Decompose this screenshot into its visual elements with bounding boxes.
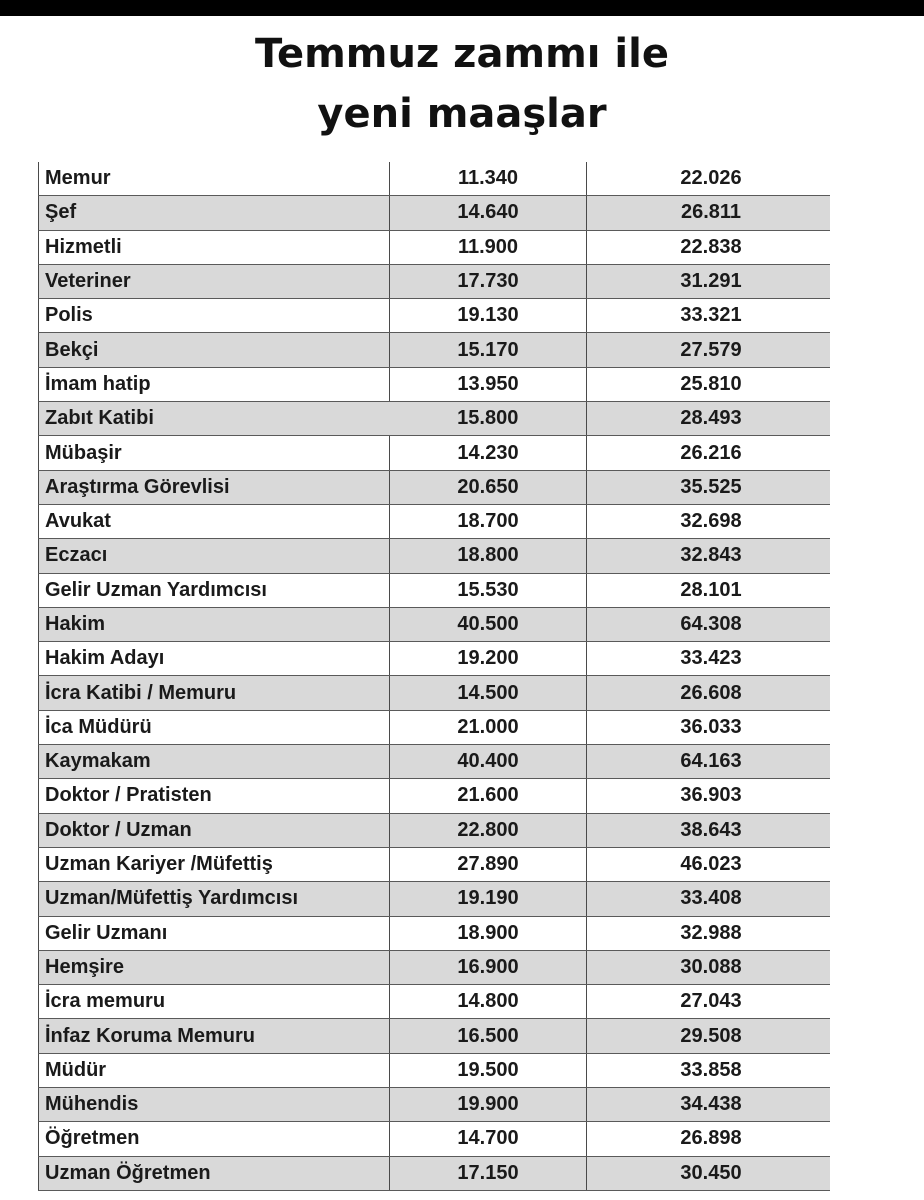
job-title-cell: Hizmetli	[39, 230, 390, 264]
new-salary-cell: 31.291	[587, 264, 831, 298]
new-salary-cell: 28.493	[587, 402, 831, 436]
new-salary-cell: 27.043	[587, 985, 831, 1019]
table-row	[39, 1088, 831, 1122]
table-row	[39, 1053, 831, 1087]
table-row	[39, 1122, 831, 1156]
old-salary-cell: 15.800	[390, 402, 587, 436]
old-salary-cell: 19.200	[390, 642, 587, 676]
job-title-cell: Memur	[39, 162, 390, 196]
new-salary-cell: 64.308	[587, 607, 831, 641]
table-row	[39, 162, 831, 196]
old-salary-cell: 22.800	[390, 813, 587, 847]
page-title	[0, 24, 924, 144]
old-salary-cell: 11.900	[390, 230, 587, 264]
table-row	[39, 882, 831, 916]
table-row	[39, 1019, 831, 1053]
job-title-cell: Doktor / Uzman	[39, 813, 390, 847]
job-title-cell: İca Müdürü	[39, 710, 390, 744]
job-title-cell: Zabıt Katibi	[39, 402, 390, 436]
old-salary-cell: 13.950	[390, 367, 587, 401]
table-row	[39, 710, 831, 744]
job-title-cell: Veteriner	[39, 264, 390, 298]
old-salary-cell: 20.650	[390, 470, 587, 504]
job-title-cell: Bekçi	[39, 333, 390, 367]
table-row	[39, 573, 831, 607]
table-row	[39, 196, 831, 230]
job-title-cell: Müdür	[39, 1053, 390, 1087]
new-salary-cell: 32.988	[587, 916, 831, 950]
table-row	[39, 264, 831, 298]
job-title-cell: İmam hatip	[39, 367, 390, 401]
old-salary-cell: 19.130	[390, 299, 587, 333]
new-salary-cell: 36.033	[587, 710, 831, 744]
title-line-2: yeni maaşlar	[317, 91, 607, 137]
old-salary-cell: 17.730	[390, 264, 587, 298]
old-salary-cell: 14.700	[390, 1122, 587, 1156]
new-salary-cell: 33.408	[587, 882, 831, 916]
table-row	[39, 916, 831, 950]
table-row	[39, 230, 831, 264]
old-salary-cell: 19.190	[390, 882, 587, 916]
table-row	[39, 745, 831, 779]
job-title-cell: Uzman/Müfettiş Yardımcısı	[39, 882, 390, 916]
job-title-cell: Kaymakam	[39, 745, 390, 779]
old-salary-cell: 15.530	[390, 573, 587, 607]
job-title-cell: Uzman Kariyer /Müfettiş	[39, 847, 390, 881]
new-salary-cell: 29.508	[587, 1019, 831, 1053]
new-salary-cell: 33.858	[587, 1053, 831, 1087]
job-title-cell: Avukat	[39, 504, 390, 538]
old-salary-cell: 17.150	[390, 1156, 587, 1190]
table-row	[39, 985, 831, 1019]
old-salary-cell: 16.900	[390, 950, 587, 984]
new-salary-cell: 32.698	[587, 504, 831, 538]
new-salary-cell: 22.026	[587, 162, 831, 196]
job-title-cell: İcra Katibi / Memuru	[39, 676, 390, 710]
job-title-cell: İcra memuru	[39, 985, 390, 1019]
old-salary-cell: 18.700	[390, 504, 587, 538]
old-salary-cell: 14.230	[390, 436, 587, 470]
table-row	[39, 813, 831, 847]
job-title-cell: Şef	[39, 196, 390, 230]
job-title-cell: Hakim Adayı	[39, 642, 390, 676]
new-salary-cell: 36.903	[587, 779, 831, 813]
table-row	[39, 779, 831, 813]
new-salary-cell: 26.608	[587, 676, 831, 710]
new-salary-cell: 33.321	[587, 299, 831, 333]
new-salary-cell: 46.023	[587, 847, 831, 881]
job-title-cell: Polis	[39, 299, 390, 333]
old-salary-cell: 18.800	[390, 539, 587, 573]
old-salary-cell: 14.800	[390, 985, 587, 1019]
old-salary-cell: 11.340	[390, 162, 587, 196]
new-salary-cell: 33.423	[587, 642, 831, 676]
job-title-cell: Eczacı	[39, 539, 390, 573]
new-salary-cell: 25.810	[587, 367, 831, 401]
job-title-cell: İnfaz Koruma Memuru	[39, 1019, 390, 1053]
new-salary-cell: 27.579	[587, 333, 831, 367]
job-title-cell: Hakim	[39, 607, 390, 641]
new-salary-cell: 35.525	[587, 470, 831, 504]
new-salary-cell: 22.838	[587, 230, 831, 264]
table-row	[39, 333, 831, 367]
table-row	[39, 950, 831, 984]
old-salary-cell: 15.170	[390, 333, 587, 367]
new-salary-cell: 30.450	[587, 1156, 831, 1190]
table-row	[39, 607, 831, 641]
table-row	[39, 1156, 831, 1190]
new-salary-cell: 64.163	[587, 745, 831, 779]
old-salary-cell: 19.900	[390, 1088, 587, 1122]
new-salary-cell: 38.643	[587, 813, 831, 847]
table-row	[39, 539, 831, 573]
job-title-cell: Mühendis	[39, 1088, 390, 1122]
old-salary-cell: 27.890	[390, 847, 587, 881]
new-salary-cell: 26.898	[587, 1122, 831, 1156]
old-salary-cell: 14.500	[390, 676, 587, 710]
old-salary-cell: 16.500	[390, 1019, 587, 1053]
salary-table	[38, 162, 830, 1191]
old-salary-cell: 18.900	[390, 916, 587, 950]
table-row	[39, 367, 831, 401]
top-black-bar	[0, 0, 924, 16]
table-row	[39, 299, 831, 333]
table-row	[39, 847, 831, 881]
salary-table-container	[38, 162, 830, 1200]
old-salary-cell: 19.500	[390, 1053, 587, 1087]
old-salary-cell: 40.400	[390, 745, 587, 779]
new-salary-cell: 26.216	[587, 436, 831, 470]
job-title-cell: Mübaşir	[39, 436, 390, 470]
new-salary-cell: 30.088	[587, 950, 831, 984]
old-salary-cell: 21.000	[390, 710, 587, 744]
table-row	[39, 676, 831, 710]
job-title-cell: Araştırma Görevlisi	[39, 470, 390, 504]
new-salary-cell: 28.101	[587, 573, 831, 607]
table-row	[39, 642, 831, 676]
old-salary-cell: 40.500	[390, 607, 587, 641]
table-row	[39, 504, 831, 538]
job-title-cell: Hemşire	[39, 950, 390, 984]
job-title-cell: Gelir Uzmanı	[39, 916, 390, 950]
old-salary-cell: 21.600	[390, 779, 587, 813]
job-title-cell: Doktor / Pratisten	[39, 779, 390, 813]
job-title-cell: Uzman Öğretmen	[39, 1156, 390, 1190]
table-row	[39, 402, 831, 436]
job-title-cell: Öğretmen	[39, 1122, 390, 1156]
old-salary-cell: 14.640	[390, 196, 587, 230]
table-row	[39, 436, 831, 470]
title-line-1: Temmuz zammı ile	[255, 31, 669, 77]
new-salary-cell: 32.843	[587, 539, 831, 573]
new-salary-cell: 34.438	[587, 1088, 831, 1122]
new-salary-cell: 26.811	[587, 196, 831, 230]
job-title-cell: Gelir Uzman Yardımcısı	[39, 573, 390, 607]
table-row	[39, 470, 831, 504]
